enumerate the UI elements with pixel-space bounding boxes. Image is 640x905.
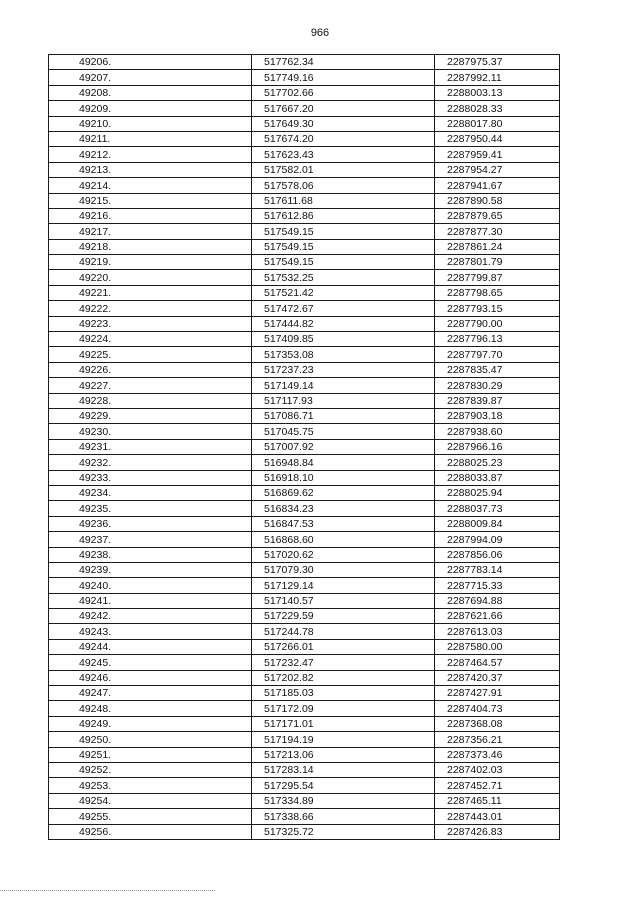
table-row	[49, 393, 560, 408]
point-id-cell: 49215.	[49, 193, 252, 208]
point-id-cell: 49229.	[49, 408, 252, 423]
y-coordinate-cell: 2287797.70	[435, 347, 560, 362]
y-coordinate-cell: 2287877.30	[435, 224, 560, 239]
y-coordinate-cell: 2287452.71	[435, 778, 560, 793]
x-coordinate-cell: 517172.09	[252, 701, 435, 716]
point-id-cell: 49226.	[49, 362, 252, 377]
x-coordinate-cell: 517611.68	[252, 193, 435, 208]
x-coordinate-cell: 517702.66	[252, 85, 435, 100]
point-id-cell: 49253.	[49, 778, 252, 793]
point-id-cell: 49222.	[49, 301, 252, 316]
point-id-cell: 49238.	[49, 547, 252, 562]
x-coordinate-cell: 517338.66	[252, 809, 435, 824]
point-id-cell: 49227.	[49, 378, 252, 393]
y-coordinate-cell: 2287938.60	[435, 424, 560, 439]
table-row	[49, 809, 560, 824]
y-coordinate-cell: 2288025.94	[435, 485, 560, 500]
y-coordinate-cell: 2287856.06	[435, 547, 560, 562]
x-coordinate-cell: 517612.86	[252, 208, 435, 223]
x-coordinate-cell: 517549.15	[252, 224, 435, 239]
x-coordinate-cell: 517334.89	[252, 793, 435, 808]
table-row	[49, 116, 560, 131]
table-row	[49, 162, 560, 177]
point-id-cell: 49224.	[49, 332, 252, 347]
table-row	[49, 793, 560, 808]
x-coordinate-cell: 517232.47	[252, 655, 435, 670]
point-id-cell: 49219.	[49, 255, 252, 270]
y-coordinate-cell: 2287801.79	[435, 255, 560, 270]
x-coordinate-cell: 517202.82	[252, 670, 435, 685]
table-row	[49, 609, 560, 624]
x-coordinate-cell: 517762.34	[252, 55, 435, 70]
x-coordinate-cell: 517649.30	[252, 116, 435, 131]
table-row	[49, 639, 560, 654]
table-row	[49, 332, 560, 347]
x-coordinate-cell: 517578.06	[252, 178, 435, 193]
point-id-cell: 49232.	[49, 455, 252, 470]
x-coordinate-cell: 516834.23	[252, 501, 435, 516]
x-coordinate-cell: 517079.30	[252, 562, 435, 577]
table-row	[49, 101, 560, 116]
y-coordinate-cell: 2287959.41	[435, 147, 560, 162]
table-row	[49, 285, 560, 300]
y-coordinate-cell: 2287941.67	[435, 178, 560, 193]
x-coordinate-cell: 517194.19	[252, 732, 435, 747]
point-id-cell: 49221.	[49, 285, 252, 300]
table-row	[49, 301, 560, 316]
table-row	[49, 747, 560, 762]
table-row	[49, 716, 560, 731]
y-coordinate-cell: 2287621.66	[435, 609, 560, 624]
point-id-cell: 49237.	[49, 532, 252, 547]
table-row	[49, 778, 560, 793]
x-coordinate-cell: 517237.23	[252, 362, 435, 377]
point-id-cell: 49255.	[49, 809, 252, 824]
table-body	[49, 55, 560, 840]
point-id-cell: 49210.	[49, 116, 252, 131]
x-coordinate-cell: 517295.54	[252, 778, 435, 793]
table-row	[49, 378, 560, 393]
footer-divider	[0, 890, 215, 891]
x-coordinate-cell: 517129.14	[252, 578, 435, 593]
point-id-cell: 49250.	[49, 732, 252, 747]
x-coordinate-cell: 517582.01	[252, 162, 435, 177]
y-coordinate-cell: 2287954.27	[435, 162, 560, 177]
x-coordinate-cell: 516918.10	[252, 470, 435, 485]
y-coordinate-cell: 2288037.73	[435, 501, 560, 516]
point-id-cell: 49211.	[49, 131, 252, 146]
x-coordinate-cell: 517667.20	[252, 101, 435, 116]
point-id-cell: 49252.	[49, 762, 252, 777]
y-coordinate-cell: 2288017.80	[435, 116, 560, 131]
y-coordinate-cell: 2287783.14	[435, 562, 560, 577]
x-coordinate-cell: 516847.53	[252, 516, 435, 531]
y-coordinate-cell: 2288028.33	[435, 101, 560, 116]
x-coordinate-cell: 517549.15	[252, 255, 435, 270]
x-coordinate-cell: 517472.67	[252, 301, 435, 316]
y-coordinate-cell: 2287994.09	[435, 532, 560, 547]
table-row	[49, 532, 560, 547]
y-coordinate-cell: 2287694.88	[435, 593, 560, 608]
y-coordinate-cell: 2287903.18	[435, 408, 560, 423]
y-coordinate-cell: 2287966.16	[435, 439, 560, 454]
y-coordinate-cell: 2287839.87	[435, 393, 560, 408]
point-id-cell: 49241.	[49, 593, 252, 608]
point-id-cell: 49243.	[49, 624, 252, 639]
table-row	[49, 55, 560, 70]
y-coordinate-cell: 2287975.37	[435, 55, 560, 70]
point-id-cell: 49236.	[49, 516, 252, 531]
table-row	[49, 147, 560, 162]
y-coordinate-cell: 2288003.13	[435, 85, 560, 100]
point-id-cell: 49213.	[49, 162, 252, 177]
x-coordinate-cell: 517325.72	[252, 824, 435, 839]
x-coordinate-cell: 517444.82	[252, 316, 435, 331]
y-coordinate-cell: 2287715.33	[435, 578, 560, 593]
x-coordinate-cell: 516948.84	[252, 455, 435, 470]
x-coordinate-cell: 517020.62	[252, 547, 435, 562]
page-number: 966	[310, 27, 330, 39]
x-coordinate-cell: 517409.85	[252, 332, 435, 347]
x-coordinate-cell: 517674.20	[252, 131, 435, 146]
x-coordinate-cell: 517532.25	[252, 270, 435, 285]
y-coordinate-cell: 2287879.65	[435, 208, 560, 223]
y-coordinate-cell: 2287793.15	[435, 301, 560, 316]
point-id-cell: 49251.	[49, 747, 252, 762]
table-row	[49, 701, 560, 716]
y-coordinate-cell: 2287830.29	[435, 378, 560, 393]
table-row	[49, 578, 560, 593]
x-coordinate-cell: 517213.06	[252, 747, 435, 762]
table-row	[49, 193, 560, 208]
x-coordinate-cell: 517549.15	[252, 239, 435, 254]
table-row	[49, 208, 560, 223]
y-coordinate-cell: 2287890.58	[435, 193, 560, 208]
point-id-cell: 49209.	[49, 101, 252, 116]
point-id-cell: 49233.	[49, 470, 252, 485]
table-row	[49, 316, 560, 331]
point-id-cell: 49239.	[49, 562, 252, 577]
point-id-cell: 49228.	[49, 393, 252, 408]
point-id-cell: 49217.	[49, 224, 252, 239]
x-coordinate-cell: 517007.92	[252, 439, 435, 454]
x-coordinate-cell: 517244.78	[252, 624, 435, 639]
point-id-cell: 49245.	[49, 655, 252, 670]
table-row	[49, 470, 560, 485]
x-coordinate-cell: 517045.75	[252, 424, 435, 439]
table-row	[49, 270, 560, 285]
x-coordinate-cell: 516869.62	[252, 485, 435, 500]
point-id-cell: 49230.	[49, 424, 252, 439]
point-id-cell: 49244.	[49, 639, 252, 654]
x-coordinate-cell: 517149.14	[252, 378, 435, 393]
table-row	[49, 408, 560, 423]
x-coordinate-cell: 517086.71	[252, 408, 435, 423]
table-row	[49, 732, 560, 747]
y-coordinate-cell: 2287464.57	[435, 655, 560, 670]
y-coordinate-cell: 2288033.87	[435, 470, 560, 485]
y-coordinate-cell: 2288025.23	[435, 455, 560, 470]
point-id-cell: 49235.	[49, 501, 252, 516]
point-id-cell: 49216.	[49, 208, 252, 223]
table-row	[49, 85, 560, 100]
y-coordinate-cell: 2287427.91	[435, 686, 560, 701]
x-coordinate-cell: 517521.42	[252, 285, 435, 300]
table-row	[49, 455, 560, 470]
point-id-cell: 49256.	[49, 824, 252, 839]
x-coordinate-cell: 517229.59	[252, 609, 435, 624]
point-id-cell: 49218.	[49, 239, 252, 254]
y-coordinate-cell: 2287373.46	[435, 747, 560, 762]
point-id-cell: 49212.	[49, 147, 252, 162]
table-row	[49, 362, 560, 377]
y-coordinate-cell: 2287404.73	[435, 701, 560, 716]
y-coordinate-cell: 2287798.65	[435, 285, 560, 300]
table-row	[49, 255, 560, 270]
table-row	[49, 547, 560, 562]
y-coordinate-cell: 2287402.03	[435, 762, 560, 777]
y-coordinate-cell: 2287580.00	[435, 639, 560, 654]
x-coordinate-cell: 517353.08	[252, 347, 435, 362]
y-coordinate-cell: 2287368.08	[435, 716, 560, 731]
point-id-cell: 49234.	[49, 485, 252, 500]
table-row	[49, 485, 560, 500]
y-coordinate-cell: 2287950.44	[435, 131, 560, 146]
y-coordinate-cell: 2287420.37	[435, 670, 560, 685]
x-coordinate-cell: 517623.43	[252, 147, 435, 162]
table-row	[49, 624, 560, 639]
table-row	[49, 655, 560, 670]
table-row	[49, 686, 560, 701]
y-coordinate-cell: 2287835.47	[435, 362, 560, 377]
table-row	[49, 239, 560, 254]
table-row	[49, 593, 560, 608]
point-id-cell: 49220.	[49, 270, 252, 285]
point-id-cell: 49248.	[49, 701, 252, 716]
y-coordinate-cell: 2287443.01	[435, 809, 560, 824]
point-id-cell: 49240.	[49, 578, 252, 593]
point-id-cell: 49246.	[49, 670, 252, 685]
x-coordinate-cell: 517117.93	[252, 393, 435, 408]
point-id-cell: 49223.	[49, 316, 252, 331]
point-id-cell: 49249.	[49, 716, 252, 731]
table-row	[49, 501, 560, 516]
point-id-cell: 49225.	[49, 347, 252, 362]
y-coordinate-cell: 2287861.24	[435, 239, 560, 254]
table-row	[49, 562, 560, 577]
table-row	[49, 131, 560, 146]
point-id-cell: 49247.	[49, 686, 252, 701]
x-coordinate-cell: 517266.01	[252, 639, 435, 654]
table-row	[49, 516, 560, 531]
x-coordinate-cell: 517749.16	[252, 70, 435, 85]
table-row	[49, 347, 560, 362]
x-coordinate-cell: 517171.01	[252, 716, 435, 731]
y-coordinate-cell: 2288009.84	[435, 516, 560, 531]
y-coordinate-cell: 2287356.21	[435, 732, 560, 747]
point-id-cell: 49231.	[49, 439, 252, 454]
x-coordinate-cell: 517140.57	[252, 593, 435, 608]
y-coordinate-cell: 2287992.11	[435, 70, 560, 85]
point-id-cell: 49214.	[49, 178, 252, 193]
x-coordinate-cell: 516868.60	[252, 532, 435, 547]
coordinates-table	[48, 54, 560, 840]
table-row	[49, 424, 560, 439]
x-coordinate-cell: 517185.03	[252, 686, 435, 701]
y-coordinate-cell: 2287426.83	[435, 824, 560, 839]
y-coordinate-cell: 2287796.13	[435, 332, 560, 347]
x-coordinate-cell: 517283.14	[252, 762, 435, 777]
point-id-cell: 49208.	[49, 85, 252, 100]
table-row	[49, 70, 560, 85]
table-row	[49, 224, 560, 239]
point-id-cell: 49242.	[49, 609, 252, 624]
table-row	[49, 762, 560, 777]
y-coordinate-cell: 2287465.11	[435, 793, 560, 808]
table-row	[49, 178, 560, 193]
table-row	[49, 439, 560, 454]
y-coordinate-cell: 2287799.87	[435, 270, 560, 285]
table-row	[49, 824, 560, 839]
point-id-cell: 49207.	[49, 70, 252, 85]
point-id-cell: 49206.	[49, 55, 252, 70]
y-coordinate-cell: 2287790.00	[435, 316, 560, 331]
y-coordinate-cell: 2287613.03	[435, 624, 560, 639]
point-id-cell: 49254.	[49, 793, 252, 808]
table-row	[49, 670, 560, 685]
